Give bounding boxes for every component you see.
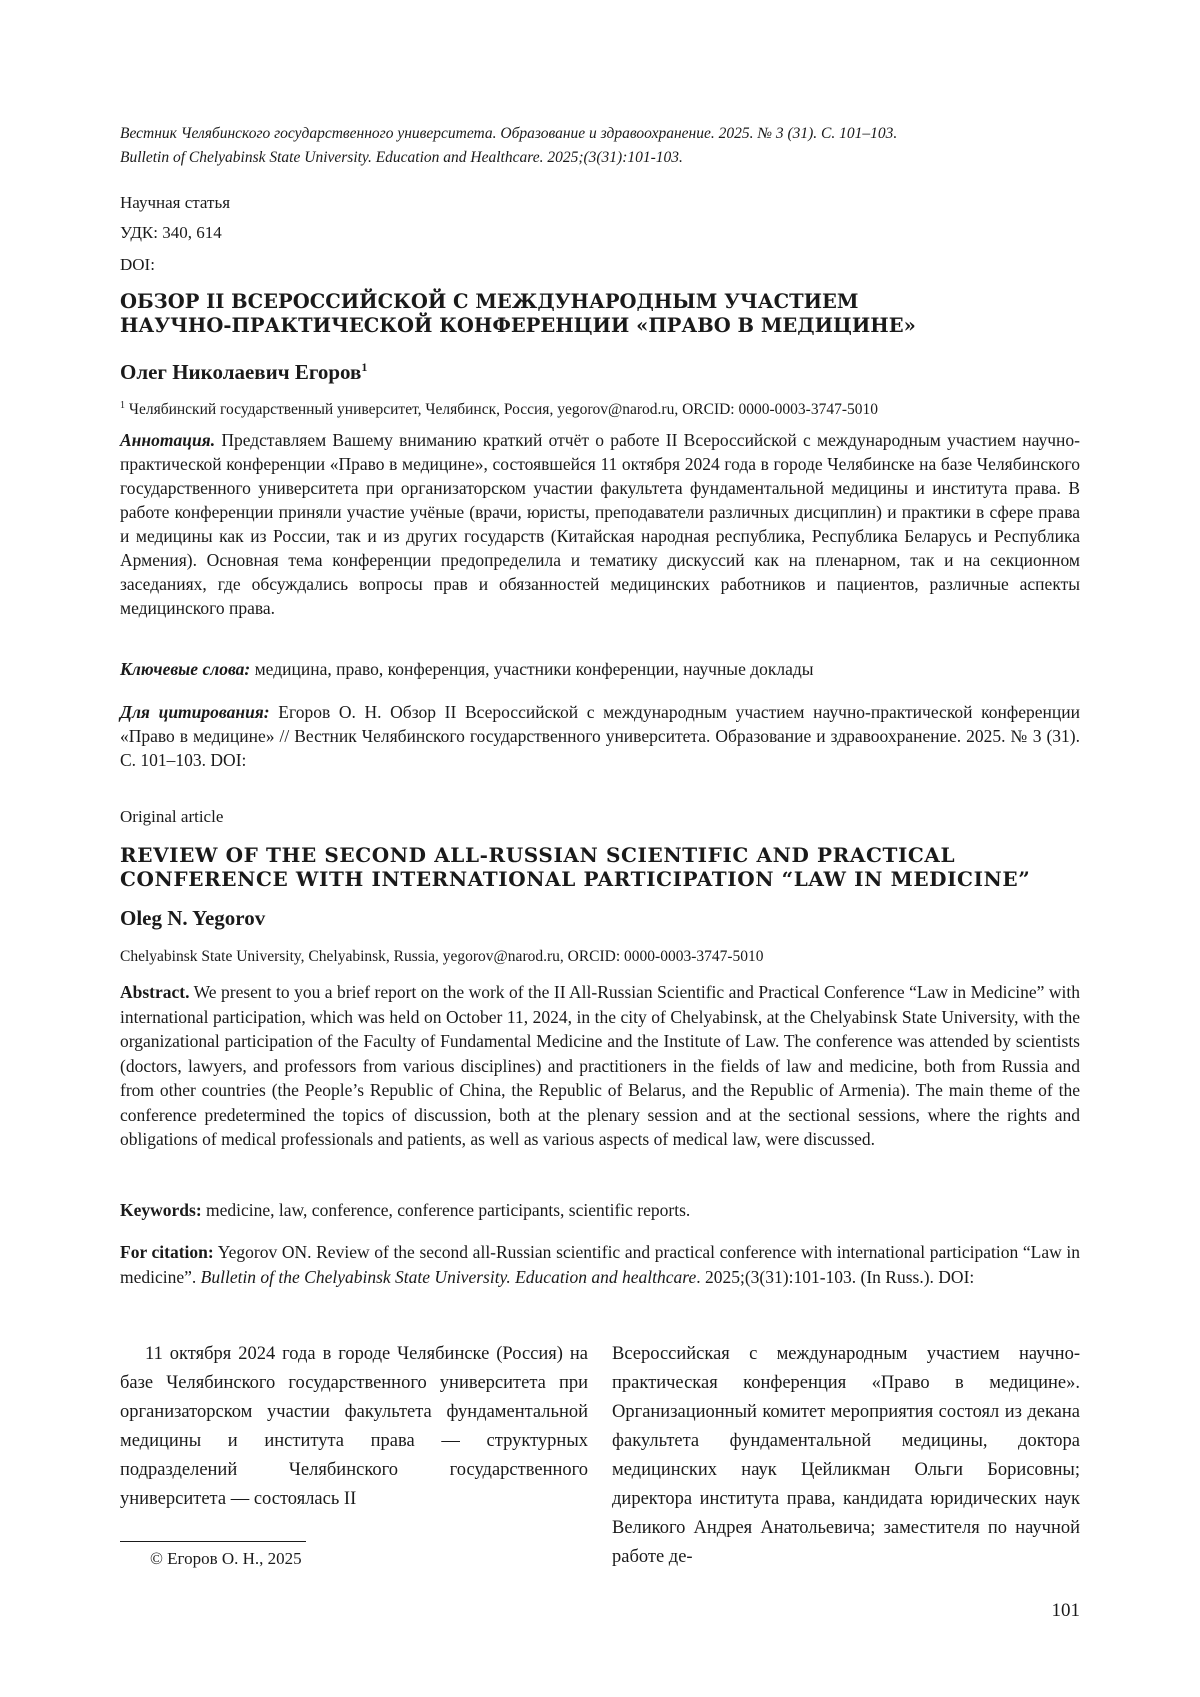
title-ru-line-1: ОБЗОР II ВСЕРОССИЙСКОЙ С МЕЖДУНАРОДНЫМ УЧАСТИЕМ	[120, 290, 859, 313]
affiliation-ru-text: Челябинский государственный университет, Челябинск, Россия, yegorov@narod.ru, ORCID: 0000-0003-3747-5010	[128, 401, 878, 419]
title-en	[120, 843, 1080, 891]
citation-en-tail: . 2025;(3(31):101-103. (In Russ.). DOI:	[696, 1266, 975, 1287]
keywords-ru-label: Ключевые слова:	[120, 659, 251, 679]
affiliation-ru-sup: 1	[120, 400, 125, 411]
abstract-en	[120, 980, 1080, 1152]
article-type-en: Original article	[120, 807, 224, 826]
journal-citation-ru: Вестник Челябинского государственного университета. Образование и здравоохранение. 2025. № 3 (31). С. 101–103.	[120, 125, 898, 142]
keywords-en	[120, 1198, 1080, 1223]
doi-ru: DOI:	[120, 255, 155, 274]
abstract-ru-label: Аннотация.	[120, 430, 216, 450]
citation-ru-label: Для цитирования:	[120, 702, 270, 722]
title-ru	[120, 290, 1080, 338]
article-type-ru: Научная статья	[120, 193, 231, 212]
keywords-en-text: medicine, law, conference, conference participants, scientific reports.	[206, 1200, 691, 1220]
abstract-en-label: Abstract.	[120, 982, 190, 1002]
citation-ru-text: Егоров О. Н. Обзор II Всероссийской с международным участием научно-практической конференции «Право в медицине» // Вестник Челябинского государственного университета. Образование и здравоохранение. 2025. № 3 (31). С. 101–103. DOI:	[120, 702, 1080, 770]
abstract-ru	[120, 428, 1080, 620]
title-en-line-2: CONFERENCE WITH INTERNATIONAL PARTICIPATION “LAW IN MEDICINE”	[120, 867, 1031, 891]
title-en-line-1: REVIEW OF THE SECOND ALL-RUSSIAN SCIENTIFIC AND PRACTICAL	[120, 843, 956, 867]
citation-en-label: For citation:	[120, 1242, 214, 1262]
keywords-ru-text: медицина, право, конференция, участники конференции, научные доклады	[254, 659, 814, 679]
footnote-rule	[120, 1541, 306, 1542]
body-column-left: 11 октября 2024 года в городе Челябинске (Россия) на базе Челябинского государственного университета при организаторском участии факультета фундаментальной медицины и института права — структурных подразделений Челябинского государственного университета — состоялась II	[120, 1344, 588, 1509]
abstract-ru-text: Представляем Вашему вниманию краткий отчёт о работе II Всероссийской с международным участием научно-практической конференции «Право в медицине», состоявшейся 11 октября 2024 года в городе Челябинске на базе Челябинского государственного университета при организаторском участии факультета фундаментальной медицины и института права. В работе конференции приняли участие учёные (врачи, юристы, преподаватели различных дисциплин) и практики в сфере права и медицины как из России, так и из других государств (Китайская народная республика, Республика Беларусь и Республика Армения). Основная тема конференции предопределила и тематику дискуссий как на пленарном, так и на секционном заседаниях, где обсуждались вопросы прав и обязанностей медицинских работников и пациентов, различные аспекты медицинского права.	[120, 430, 1080, 618]
author-ru-name: Олег Николаевич Егоров	[120, 360, 362, 384]
body-columns	[120, 1340, 1080, 1580]
affiliation-en: Chelyabinsk State University, Chelyabinsk, Russia, yegorov@narod.ru, ORCID: 0000-0003-3747-5010	[120, 948, 764, 965]
page-number: 101	[1051, 1600, 1080, 1621]
citation-ru	[120, 700, 1080, 772]
author-ru-sup: 1	[361, 360, 368, 374]
abstract-en-text: We present to you a brief report on the work of the II All-Russian Scientific and Practical Conference “Law in Medicine” with international participation, which was held on October 11, 2024, in the city of Chelyabinsk, at the Chelyabinsk State University, with the organizational participation of the Faculty of Fundamental Medicine and the Institute of Law. The conference was attended by scientists (doctors, lawyers, and professors from various disciplines) and practitioners in the fields of law and medicine, both from Russia and from other countries (the People’s Republic of China, the Republic of Belarus, and the Republic of Armenia). The main theme of the conference predetermined the topics of discussion, both at the plenary session and at the sectional sessions, where the rights and obligations of medical professionals and patients, as well as various aspects of medical law, were discussed.	[120, 982, 1080, 1149]
udc-code: УДК: 340, 614	[120, 223, 222, 242]
citation-en-text: Yegorov ON. Review of the second all-Russian scientific and practical conference with international participation “Law in medicine”.	[120, 1242, 1080, 1287]
affiliation-ru	[120, 395, 1080, 421]
journal-citation-en: Bulletin of Chelyabinsk State University. Education and Healthcare. 2025;(3(31):101-103.	[120, 149, 683, 166]
copyright-footnote: © Егоров О. Н., 2025	[150, 1549, 302, 1568]
body-column-right: Всероссийская с международным участием научно-практическая конференция «Право в медицине». Организационный комитет мероприятия состоял из декана факультета фундаментальной медицины, доктора медицинских наук Цейликман Ольги Борисовны; директора института права, кандидата юридических наук Великого Андрея Анатольевича; заместителя по научной работе де-	[612, 1344, 1080, 1567]
keywords-ru	[120, 657, 1080, 681]
keywords-en-label: Keywords:	[120, 1200, 202, 1220]
citation-en	[120, 1240, 1080, 1289]
citation-en-journal: Bulletin of the Chelyabinsk State University. Education and healthcare	[200, 1266, 697, 1287]
title-ru-line-2: НАУЧНО-ПРАКТИЧЕСКОЙ КОНФЕРЕНЦИИ «ПРАВО В МЕДИЦИНЕ»	[120, 314, 916, 337]
author-ru	[120, 354, 367, 385]
journal-header	[120, 122, 1080, 170]
author-en: Oleg N. Yegorov	[120, 906, 266, 930]
